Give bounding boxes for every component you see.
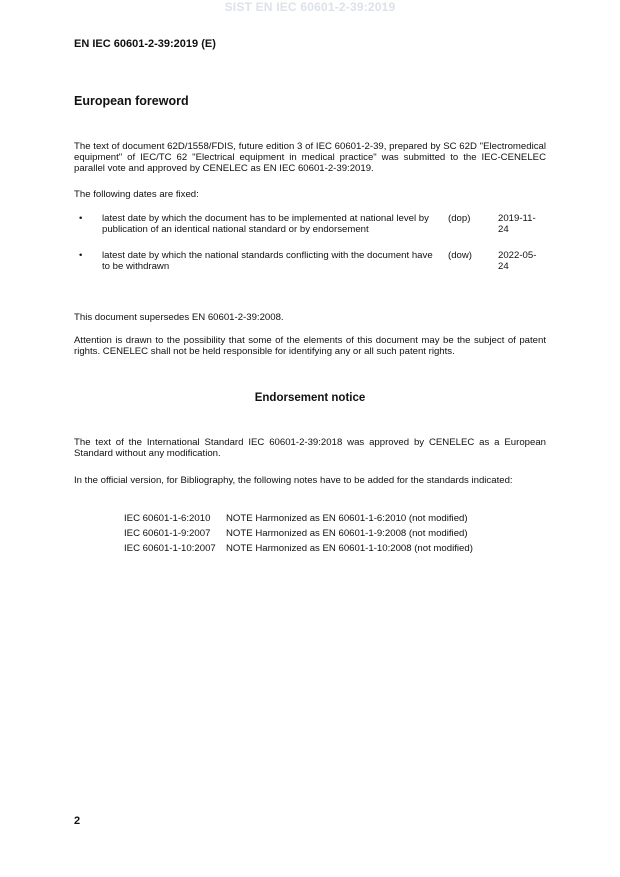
bibliography-note (124, 513, 468, 524)
bibliography-note (124, 528, 468, 539)
note-standard-ref: IEC 60601-1-9:2007 (124, 528, 211, 539)
bibliography-note (124, 543, 473, 554)
date-item-text: latest date by which the national standards conflicting with the document have to be withdrawn (102, 250, 433, 272)
foreword-intro: The text of document 62D/1558/FDIS, future edition 3 of IEC 60601-2-39, prepared by SC 62D "Electromedical equipment" of IEC/TC 62 "Electrical equipment in medical practice" was submitted to the IEC-CENELEC parallel vote and approved by CENELEC as EN IEC 60601-2-39:2019. (74, 141, 546, 174)
document-id: EN IEC 60601-2-39:2019 (E) (74, 38, 216, 50)
note-standard-ref: IEC 60601-1-10:2007 (124, 543, 216, 554)
endorsement-text: The text of the International Standard IEC 60601-2-39:2018 was approved by CENELEC as a European Standard without any modification. (74, 437, 546, 459)
date-item-text: latest date by which the document has to be implemented at national level by publication of an identical national standard or by endorsement (102, 213, 429, 235)
dates-lead: The following dates are fixed: (74, 189, 199, 200)
supersedes-text: This document supersedes EN 60601-2-39:2008. (74, 312, 284, 323)
note-text: NOTE Harmonized as EN 60601-1-6:2010 (not modified) (226, 513, 468, 524)
endorsement-heading: Endorsement notice (254, 392, 366, 404)
note-text: NOTE Harmonized as EN 60601-1-10:2008 (not modified) (226, 543, 473, 554)
bullet-icon: • (79, 250, 83, 261)
watermark: SIST EN IEC 60601-2-39:2019 (224, 0, 396, 14)
date-item-abbr: (dow) (448, 250, 472, 261)
foreword-heading: European foreword (74, 94, 189, 108)
note-text: NOTE Harmonized as EN 60601-1-9:2008 (not modified) (226, 528, 468, 539)
patent-text: Attention is drawn to the possibility that some of the elements of this document may be the subject of patent rights. CENELEC shall not be held responsible for identifying any or all such patent rights. (74, 335, 546, 357)
page-number: 2 (74, 815, 81, 827)
date-item-value: 2022-05-24 (498, 250, 537, 272)
date-item-value: 2019-11-24 (498, 213, 536, 235)
bullet-icon: • (79, 213, 83, 224)
date-item-abbr: (dop) (448, 213, 471, 224)
note-standard-ref: IEC 60601-1-6:2010 (124, 513, 211, 524)
bibliography-lead: In the official version, for Bibliography, the following notes have to be added for the standards indicated: (74, 475, 513, 486)
